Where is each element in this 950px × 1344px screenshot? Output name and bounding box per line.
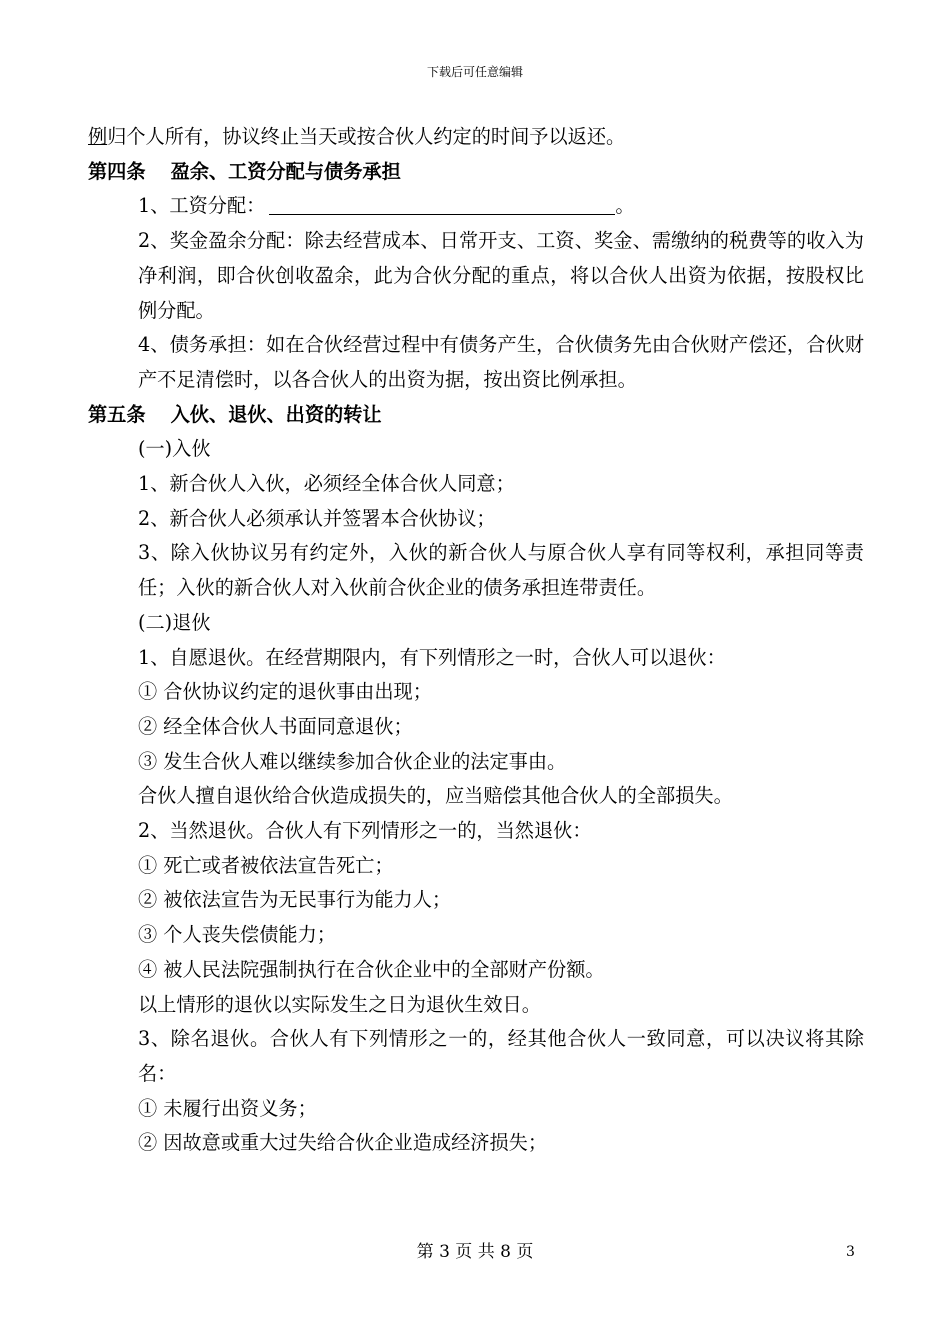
section-join-title: (一)入伙 (138, 437, 211, 461)
article-5-title: 入伙、退伙、出资的转让 (170, 402, 382, 426)
voluntary-note: 合伙人擅自退伙给合伙造成损失的，应当赔偿其他合伙人的全部损失。 (138, 784, 733, 808)
salary-end-mark: 。 (615, 194, 635, 218)
expulsion-case-2: ② 因故意或重大过失给合伙企业造成经济损失； (138, 1131, 548, 1155)
article-5-heading (88, 398, 864, 433)
expulsion-item: 3、除名退伙。合伙人有下列情形之一的，经其他合伙人一致同意，可以决议将其除名： (138, 1027, 864, 1085)
automatic-case-3: ③ 个人丧失偿债能力； (138, 923, 336, 947)
paragraph-continuation (88, 120, 864, 155)
page-header: 下载后可任意编辑 (426, 65, 523, 79)
article-4-title: 盈余、工资分配与债务承担 (170, 159, 401, 183)
article-5-number: 第五条 (88, 402, 146, 426)
voluntary-case-1: ① 合伙协议约定的退伙事由出现； (138, 680, 432, 704)
continuation-text: 归个人所有，协议终止当天或按合伙人约定的时间予以返还。 (107, 125, 626, 148)
voluntary-case-2: ② 经全体合伙人书面同意退伙； (138, 714, 413, 738)
automatic-case-4: ④ 被人民法院强制执行在合伙企业中的全部财产份额。 (138, 957, 605, 981)
expulsion-case-1: ① 未履行出资义务； (138, 1096, 317, 1120)
join-item-1: 1、新合伙人入伙，必须经全体合伙人同意； (138, 472, 515, 496)
voluntary-withdraw-item: 1、自愿退伙。在经营期限内，有下列情形之一时，合伙人可以退伙： (138, 645, 726, 669)
section-withdraw-title: (二)退伙 (138, 610, 211, 634)
page-number: 3 (846, 1244, 855, 1260)
document-body (88, 120, 864, 1161)
automatic-note: 以上情形的退伙以实际发生之日为退伙生效日。 (138, 992, 541, 1016)
join-item-2: 2、新合伙人必须承认并签署本合伙协议； (138, 506, 496, 530)
bonus-distribution-item: 2、奖金盈余分配：除去经营成本、日常开支、工资、奖金、需缴纳的税费等的收入为净利润，即合伙创收盈余，此为合伙分配的重点，将以合伙人出资为依据，按股权比例分配。 (138, 229, 864, 322)
salary-distribution-label: 1、工资分配： (138, 194, 266, 218)
salary-blank-line (269, 194, 615, 215)
continuation-first-char: 例 (88, 125, 108, 148)
article-4-number: 第四条 (88, 159, 146, 183)
article-4-heading (88, 155, 864, 190)
salary-distribution-item (88, 189, 864, 224)
automatic-withdraw-item: 2、当然退伙。合伙人有下列情形之一的，当然退伙： (138, 819, 592, 843)
join-item-3: 3、除入伙协议另有约定外，入伙的新合伙人与原合伙人享有同等权利，承担同等责任；入伙的新合伙人对入伙前合伙企业的债务承担连带责任。 (138, 541, 864, 600)
automatic-case-2: ② 被依法宣告为无民事行为能力人； (138, 888, 452, 912)
debt-item: 4、债务承担：如在合伙经营过程中有债务产生，合伙债务先由合伙财产偿还，合伙财产不足清偿时，以各合伙人的出资为据，按出资比例承担。 (138, 333, 864, 391)
automatic-case-1: ① 死亡或者被依法宣告死亡； (138, 853, 394, 877)
voluntary-case-3: ③ 发生合伙人难以继续参加合伙企业的法定事由。 (138, 749, 567, 773)
page-footer: 第 3 页 共 8 页 (416, 1242, 534, 1262)
